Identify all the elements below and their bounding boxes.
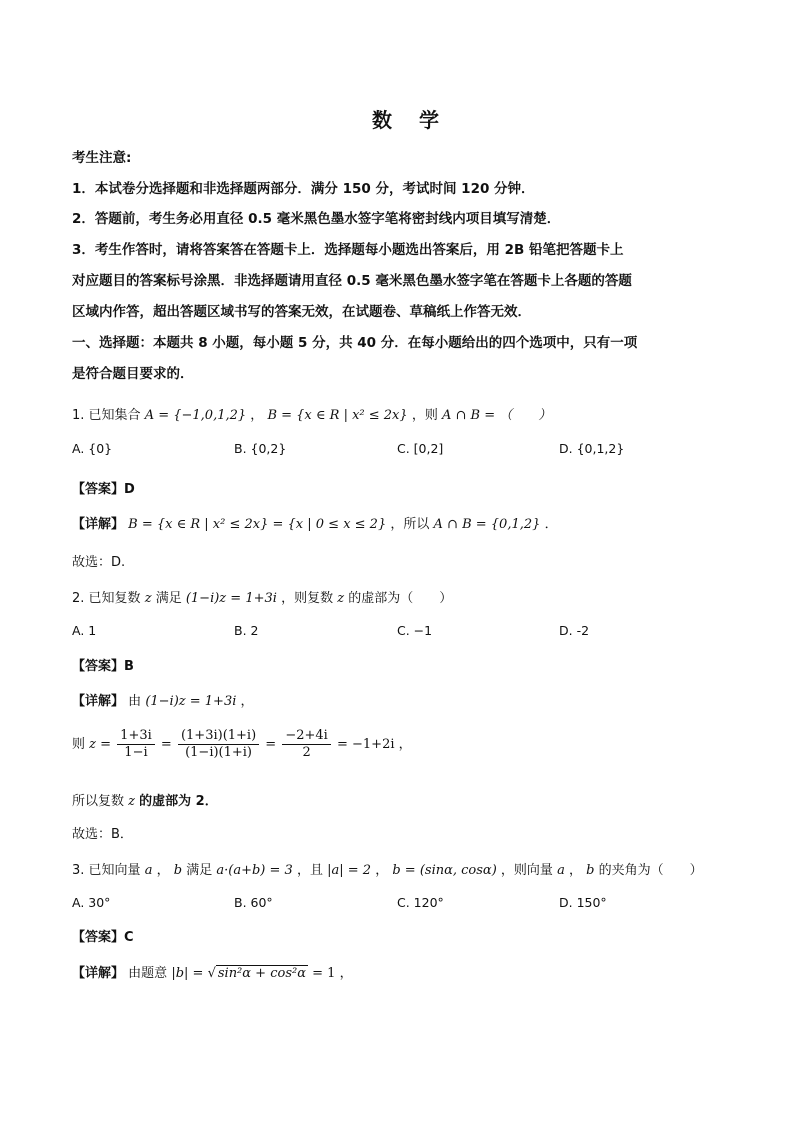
q1-option-a: A. {0} bbox=[72, 441, 113, 456]
q3-mid: 满足 bbox=[186, 863, 213, 878]
q2-fraction-3-den: 2 bbox=[302, 745, 311, 760]
q1-option-d: D. {0,1,2} bbox=[559, 441, 625, 456]
page-title: 数 学 bbox=[372, 108, 449, 132]
q2-fraction-2-num: (1+3i)(1+i) bbox=[178, 728, 259, 745]
q2-detail-label: 【详解】 bbox=[72, 694, 125, 709]
q3-sep-3: ， bbox=[568, 863, 582, 878]
q1-detail-result: A ∩ B = {0,1,2} bbox=[433, 517, 541, 532]
section-heading: 一、选择题：本题共 8 小题，每小题 5 分，共 40 分．在每小题给出的四个选项中，只有一项 bbox=[72, 335, 638, 351]
q3-option-b: B. 60° bbox=[234, 895, 273, 910]
notice-item-3-cont1: 对应题目的答案标号涂黑．非选择题请用直径 0.5 毫米黑色墨水签字笔在答题卡上各题的答题 bbox=[72, 273, 632, 289]
q2-suffix: 的虚部为（ ） bbox=[348, 591, 453, 606]
q2-equals-1: = bbox=[160, 737, 172, 752]
q1-set-b: B = {x ∈ R | x² ≤ 2x} bbox=[267, 408, 408, 423]
q2-equals-2: = bbox=[265, 737, 277, 752]
q2-conclusion bbox=[72, 790, 218, 809]
notice-item-3-cont2: 区域内作答，超出答题区域书写的答案无效，在试题卷、草稿纸上作答无效． bbox=[72, 304, 531, 320]
q3-detail-rhs: = 1 bbox=[312, 966, 336, 981]
q2-option-b: B. 2 bbox=[234, 623, 259, 638]
q2-option-a: A. 1 bbox=[72, 623, 97, 638]
q3-detail-end: ， bbox=[339, 966, 353, 981]
q2-calculation bbox=[72, 728, 412, 761]
q2-choose: 故选：B． bbox=[72, 827, 133, 842]
q2-fraction-2-den: (1−i)(1+i) bbox=[185, 745, 253, 760]
q2-z-ref: z bbox=[337, 591, 345, 606]
q2-conclusion-z: z bbox=[128, 794, 136, 809]
q1-comma: ， bbox=[250, 408, 264, 423]
q2-mid: 满足 bbox=[155, 591, 182, 606]
q3-vector-b: b bbox=[173, 863, 183, 878]
q3-option-c: C. 120° bbox=[397, 895, 444, 910]
q1-detail-end: ． bbox=[544, 517, 558, 532]
notice-item-3: 3．考生作答时，请将答案答在答题卡上．选择题每小题选出答案后，用 2B 铅笔把答题卡上 bbox=[72, 242, 624, 258]
q3-sep: ， bbox=[156, 863, 170, 878]
section-heading-cont: 是符合题目要求的． bbox=[72, 366, 194, 382]
q2-prefix: 2. 已知复数 bbox=[72, 591, 141, 606]
question-2 bbox=[72, 587, 452, 606]
notice-item-1: 1．本试卷分选择题和非选择题两部分．满分 150 分，考试时间 120 分钟． bbox=[72, 181, 535, 197]
q3-sep-2: ， bbox=[375, 863, 389, 878]
q3-prefix: 3. 已知向量 bbox=[72, 863, 141, 878]
q3-then: ，则向量 bbox=[500, 863, 553, 878]
q1-prefix: 1. 已知集合 bbox=[72, 408, 141, 423]
q1-detail-mid: ，所以 bbox=[390, 517, 430, 532]
q2-fraction-2 bbox=[178, 728, 259, 761]
q1-detail-math: B = {x ∈ R | x² ≤ 2x} = {x | 0 ≤ x ≤ 2} bbox=[128, 517, 387, 532]
q3-detail-label: 【详解】 bbox=[72, 966, 125, 981]
q3-condition: a·(a+b) = 3 bbox=[216, 863, 293, 878]
q1-then: ，则 bbox=[411, 408, 438, 423]
q2-conclusion-prefix: 所以复数 bbox=[72, 794, 125, 809]
notice-heading: 考生注意: bbox=[72, 150, 132, 166]
q3-and: ，且 bbox=[296, 863, 323, 878]
q2-detail-by: 由 bbox=[128, 694, 142, 709]
q2-eq: (1−i)z = 1+3i bbox=[185, 591, 277, 606]
q1-ask: A ∩ B = （ ） bbox=[441, 408, 552, 423]
q2-option-c: C. −1 bbox=[397, 623, 433, 638]
q2-detail-comma: ， bbox=[240, 694, 254, 709]
q1-choose: 故选：D. bbox=[72, 555, 126, 570]
q2-result: = −1+2i bbox=[336, 737, 395, 752]
q2-then: 则 bbox=[72, 737, 86, 752]
q3-option-d: D. 150° bbox=[559, 895, 607, 910]
q2-conclusion-suffix: 的虚部为 2． bbox=[139, 794, 218, 809]
q2-mid2: ，则复数 bbox=[281, 591, 334, 606]
q3-answer: 【答案】C bbox=[72, 930, 134, 945]
q2-detail-eq: (1−i)z = 1+3i bbox=[145, 694, 237, 709]
q3-detail-by: 由题意 bbox=[128, 966, 168, 981]
q3-detail-lhs: |b| = bbox=[171, 966, 204, 981]
question-3 bbox=[72, 859, 703, 878]
q2-fraction-1 bbox=[117, 728, 155, 761]
q1-detail-label: 【详解】 bbox=[72, 517, 125, 532]
q2-answer: 【答案】B bbox=[72, 659, 134, 674]
q3-detail-radicand: sin²α + cos²α bbox=[217, 966, 306, 981]
q2-option-d: D. -2 bbox=[559, 623, 590, 638]
q3-detail bbox=[72, 962, 353, 981]
q2-fraction-1-num: 1+3i bbox=[117, 728, 155, 745]
q1-option-b: B. {0,2} bbox=[234, 441, 287, 456]
sqrt-icon: √ bbox=[207, 966, 216, 981]
q2-fraction-1-den: 1−i bbox=[124, 745, 148, 760]
q3-norm: |a| = 2 bbox=[327, 863, 372, 878]
q3-vector-b-ref: b bbox=[586, 863, 595, 878]
q1-set-a: A = {−1,0,1,2} bbox=[144, 408, 247, 423]
notice-item-2: 2．答题前，考生务必用直径 0.5 毫米黑色墨水签字笔将密封线内项目填写清楚． bbox=[72, 211, 561, 227]
q2-detail bbox=[72, 690, 254, 709]
q1-answer: 【答案】D bbox=[72, 482, 135, 497]
q2-z-eq: z = bbox=[89, 737, 112, 752]
q1-detail bbox=[72, 513, 558, 532]
q2-fraction-3 bbox=[282, 728, 331, 761]
q2-z: z bbox=[144, 591, 152, 606]
q3-b-def: b = (sinα, cosα) bbox=[392, 863, 497, 878]
q1-option-c: C. [0,2] bbox=[397, 441, 444, 456]
q3-suffix: 的夹角为（ ） bbox=[598, 863, 703, 878]
question-1 bbox=[72, 404, 551, 423]
q3-option-a: A. 30° bbox=[72, 895, 111, 910]
q2-fraction-3-num: −2+4i bbox=[282, 728, 331, 745]
q3-vector-a: a bbox=[144, 863, 153, 878]
q3-vector-a-ref: a bbox=[557, 863, 565, 878]
q2-result-end: ， bbox=[398, 737, 412, 752]
